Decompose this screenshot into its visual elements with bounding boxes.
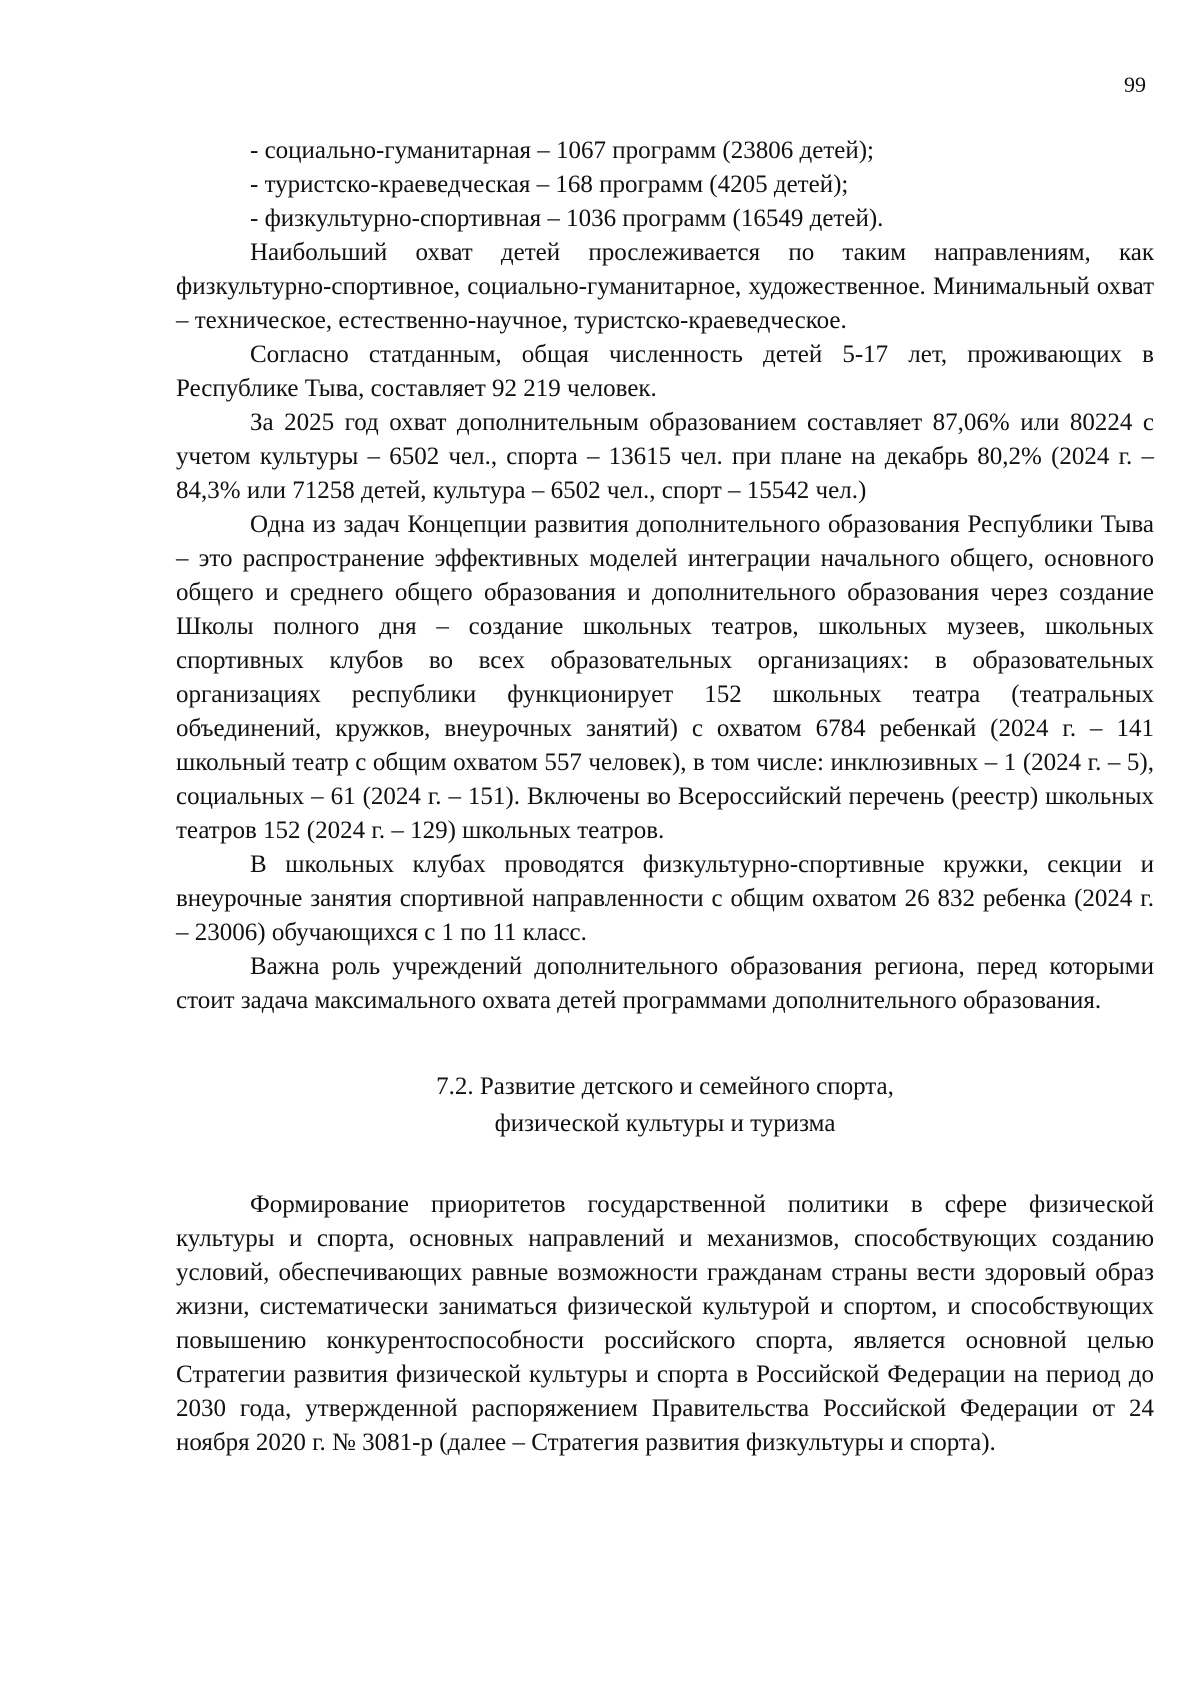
paragraph-strategy: Формирование приоритетов государственной политики в сфере физической культуры и спорта, основных направлений и механизмов, способствующих созданию условий, обеспечивающих равные возможности гражданам страны вести здоровый образ жизни, систематически заниматься физической культурой и спортом, и способствующих повышению конкурентоспособности российского спорта, является основной целью Стратегии развития физической культуры и спорта в Российской Федерации на период до 2030 года, утвержденной распоряжением Правительства Российской Федерации от 24 ноября 2020 г. № 3081-р (далее – Стратегия развития физкультуры и спорта).: [176, 1191, 1154, 1456]
paragraph-coverage-directions: Наибольший охват детей прослеживается по таким направлениям, как физкультурно-спортивное, социально-гуманитарное, художественное. Минимальный охват – техническое, естественно-научное, туристско-краеведческое.: [176, 239, 1154, 334]
list-item-social: - социально-гуманитарная – 1067 программ (23806 детей);: [250, 137, 874, 164]
section-heading-line2: физической культуры и туризма: [494, 1110, 836, 1137]
page-number: 99: [1124, 72, 1146, 97]
section-heading-line1: 7.2. Развитие детского и семейного спорта,: [436, 1073, 894, 1100]
list-item-tourism: - туристско-краеведческая – 168 программ (4205 детей);: [250, 171, 849, 198]
paragraph-concept-tasks: Одна из задач Концепции развития дополнительного образования Республики Тыва – это распространение эффективных моделей интеграции начального общего, основного общего и среднего общего образования и дополнительного образования через создание Школы полного дня – создание школьных театров, школьных музеев, школьных спортивных клубов во всех образовательных организациях: в образовательных организациях республики функционирует 152 школьных театра (театральных объединений, кружков, внеурочных занятий) с охватом 6784 ребенкай (2024 г. – 141 школьный театр с общим охватом 557 человек), в том числе: инклюзивных – 1 (2024 г. – 5), социальных – 61 (2024 г. – 151). Включены во Всероссийский перечень (реестр) школьных театров 152 (2024 г. – 129) школьных театров.: [176, 511, 1154, 844]
list-item-sport: - физкультурно-спортивная – 1036 программ (16549 детей).: [250, 205, 884, 232]
page-body: [176, 134, 1154, 1460]
paragraph-coverage-2025: За 2025 год охват дополнительным образованием составляет 87,06% или 80224 с учетом культуры – 6502 чел., спорта – 13615 чел. при плане на декабрь 80,2% (2024 г. – 84,3% или 71258 детей, культура – 6502 чел., спорт – 15542 чел.): [176, 409, 1154, 504]
paragraph-school-clubs: В школьных клубах проводятся физкультурно-спортивные кружки, секции и внеурочные занятия спортивной направленности с общим охватом 26 832 ребенка (2024 г. – 23006) обучающихся с 1 по 11 класс.: [176, 851, 1154, 946]
paragraph-institutions-role: Важна роль учреждений дополнительного образования региона, перед которыми стоит задача максимального охвата детей программами дополнительного образования.: [176, 953, 1154, 1014]
section-heading: [176, 1068, 1154, 1142]
paragraph-child-population: Согласно статданным, общая численность детей 5-17 лет, проживающих в Республике Тыва, составляет 92 219 человек.: [176, 341, 1154, 402]
